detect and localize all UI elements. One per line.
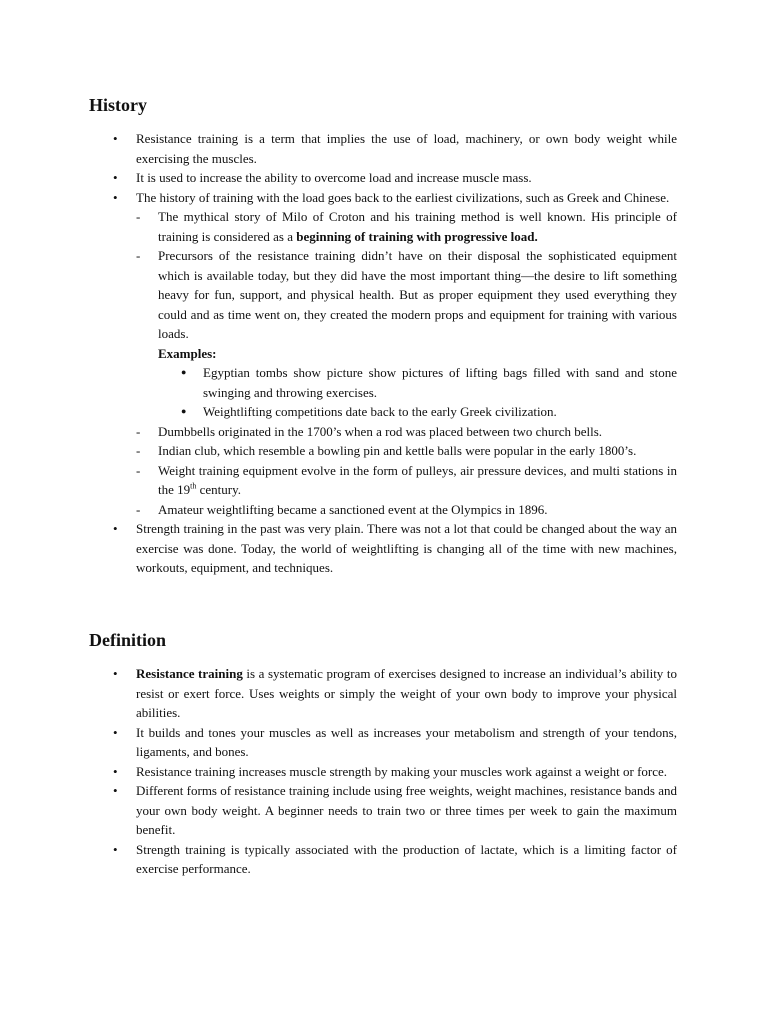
example-bullet-2: ● Weightlifting competitions date back to the early Greek civilization. [0,402,677,422]
definition-heading: Definition [89,630,167,650]
history-bullet-1: • Resistance training is a term that implies the use of load, machinery, or own body weight while exercising the muscles. [0,129,677,168]
definition-bullet-1 [0,664,677,723]
history-dash-5-tail: century. [196,482,242,497]
history-list [0,129,768,578]
definition-bullet-1-text: is a systematic program of exercises designed to increase an individual’s ability to resist or exert force. Uses weights or simply the weight of your own body to improve your physical abilities. [136,666,677,720]
history-dash-4: - Indian club, which resemble a bowling pin and kettle balls were popular in the early 1800’s. [0,441,677,461]
definition-bullet-3: • Resistance training increases muscle strength by making your muscles work against a weight or force. [0,762,677,782]
history-dash-5 [0,461,677,500]
history-heading: History [89,95,147,115]
definition-list [0,664,768,879]
history-dash-1-bold: beginning of training with progressive load. [296,228,538,244]
history-bullet-3: • The history of training with the load goes back to the earliest civilizations, such as Greek and Chinese. [0,188,677,208]
history-bullet-4: • Strength training in the past was very plain. There was not a lot that could be changed about the way an exercise was done. Today, the world of weightlifting is changing all of the time with new machines, workouts, equipment, and techniques. [0,519,677,578]
history-dash-2: - Precursors of the resistance training didn’t have on their disposal the sophisticated equipment which is available today, but they did have the most important thing—the desire to lift something heavy for fun, support, and physical health. But as proper equipment they used everything they could and as time went on, they created the modern props and equipment for training with various loads. [0,246,677,344]
definition-bullet-4: • Different forms of resistance training include using free weights, weight machines, resistance bands and your own body weight. A beginner needs to train two or three times per week to gain the maximum benefit. [0,781,677,840]
history-dash-6: - Amateur weightlifting became a sanctioned event at the Olympics in 1896. [0,500,677,520]
history-dash-1 [0,207,677,246]
example-bullet-1: ● Egyptian tombs show picture show pictures of lifting bags filled with sand and stone swinging and throwing exercises. [0,363,677,402]
history-dash-3: - Dumbbells originated in the 1700’s when a rod was placed between two church bells. [0,422,677,442]
definition-bullet-5: • Strength training is typically associated with the production of lactate, which is a limiting factor of exercise performance. [0,840,677,879]
definition-bullet-2: • It builds and tones your muscles as well as increases your metabolism and strength of your tendons, ligaments, and bones. [0,723,677,762]
examples-label: Examples: [158,345,217,361]
history-bullet-2: • It is used to increase the ability to overcome load and increase muscle mass. [0,168,677,188]
history-dash-5-text: Weight training equipment evolve in the form of pulleys, air pressure devices, and multi stations in the 19 [158,462,677,497]
history-dash-5-sup: th [190,481,197,491]
history-dash-1-text: The mythical story of Milo of Croton and his training method is well known. His principle of training is considered as a [158,209,677,244]
definition-bullet-1-bold: Resistance training [136,666,243,681]
